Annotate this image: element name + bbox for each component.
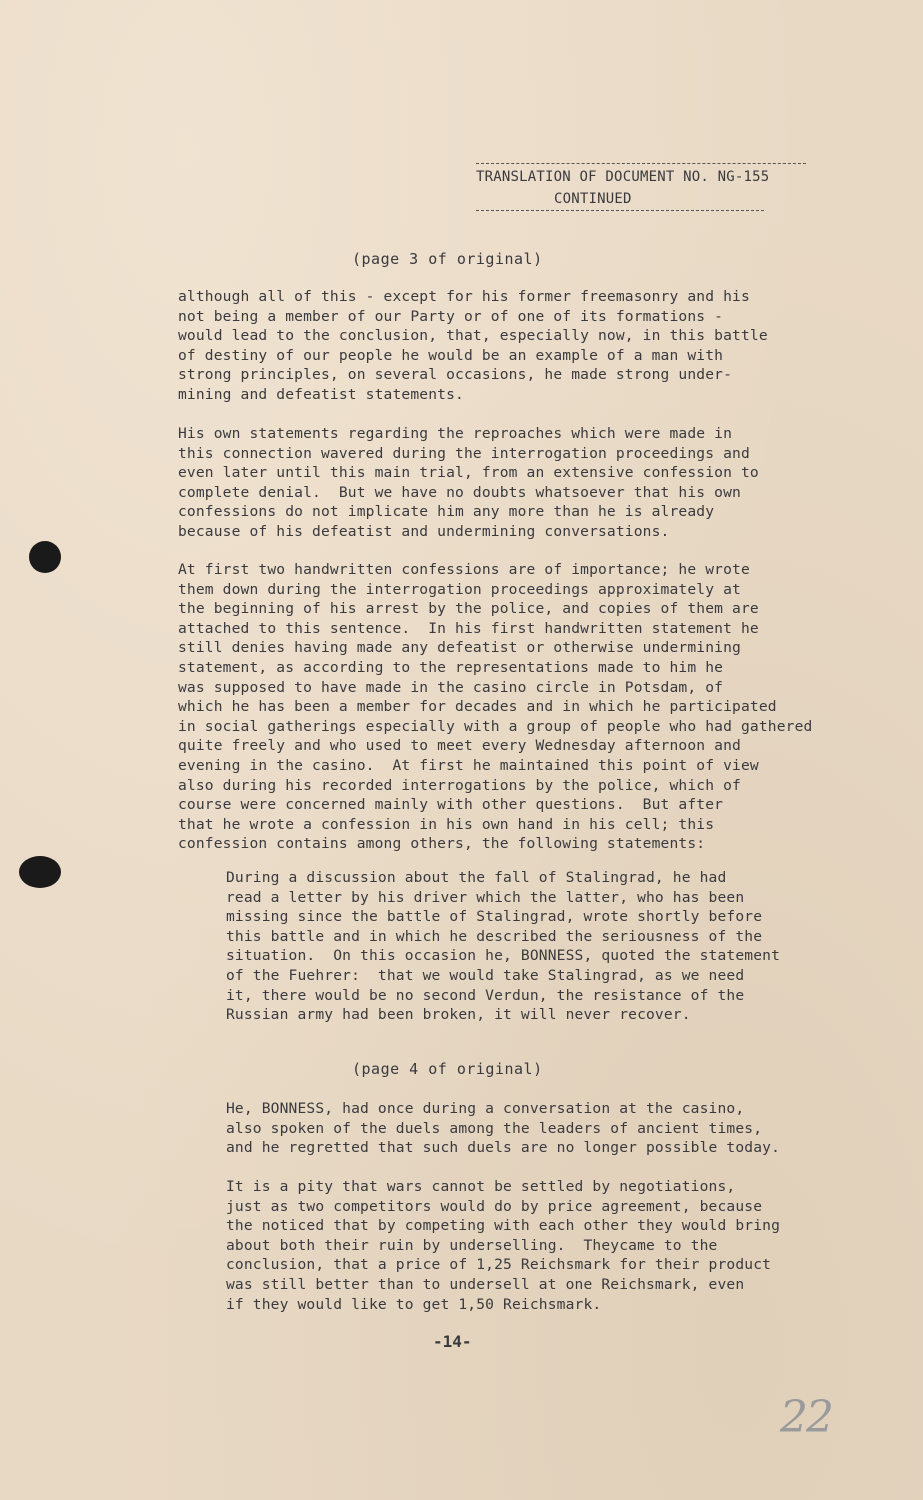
page-ref-3: (page 3 of original) xyxy=(352,250,543,268)
paragraph-5: It is a pity that wars cannot be settled by negotiations, just as two competitors would do by price agreement, because the noticed that by competing with each other they would bring about both their ruin by underselling. Theycame to the conclusion, that a price of 1,25 Reichsmark for their product was still better than to undersell at one Reichsmark, even if they would like to get 1,50 Reichsmark. xyxy=(226,1178,781,1313)
paragraph-2: His own statements regarding the reproaches which were made in this connection wavered during the interrogation proceedings and even later until this main trial, from an extensive confession to complete denial. But we have no doubts whatsoever that his own confessions do not implicate him any more than he is already because of his defeatist and undermining conversations. xyxy=(178,425,759,540)
header-continued: CONTINUED xyxy=(476,188,764,211)
paragraph-1: although all of this - except for his former freemasonry and his not being a member of our Party or of one of its formations - would lead to the conclusion, that, especially now, in this battle of destiny of our people he would be an example of a man with strong principles, on several occasions, he made strong under- mining and defeatist statements. xyxy=(178,288,768,403)
page-ref-4: (page 4 of original) xyxy=(352,1060,543,1078)
handwritten-page-number: 22 xyxy=(780,1392,832,1443)
header-title: TRANSLATION OF DOCUMENT NO. NG-155 xyxy=(476,163,806,188)
paragraph-4: He, BONNESS, had once during a conversation at the casino, also spoken of the duels among the leaders of ancient times, and he regretted that such duels are no longer possible today. xyxy=(226,1100,781,1157)
punch-hole-bottom xyxy=(19,856,61,888)
quoted-statement: During a discussion about the fall of Stalingrad, he had read a letter by his driver which the latter, who has been missing since the battle of Stalingrad, wrote shortly before this battle and in which he described the seriousness of the situation. On this occasion he, BONNESS, quoted the statement of the Fuehrer: that we would take Stalingrad, as we need it, there would be no second Verdun, the resistance of the Russian army had been broken, it will never recover. xyxy=(226,869,781,1024)
paragraph-3: At first two handwritten confessions are of importance; he wrote them down during the interrogation proceedings approximately at the beginning of his arrest by the police, and copies of them are attached to this sentence. In his first handwritten statement he still denies having made any defeatist or otherwise undermining statement, as according to the representations made to him he was supposed to have made in the casino circle in Potsdam, of which he has been a member for decades and in which he participated in social gatherings especially with a group of people who had gathered quite freely and who used to meet every Wednesday afternoon and evening in the casino. At first he maintained this point of view also during his recorded interrogations by the police, which of course were concerned mainly with other questions. But after that he wrote a confession in his own hand in his cell; this confession contains among others, the following statements: xyxy=(178,561,813,853)
punch-hole-top xyxy=(29,541,61,573)
page-number: -14- xyxy=(433,1332,472,1351)
document-header xyxy=(476,163,806,211)
